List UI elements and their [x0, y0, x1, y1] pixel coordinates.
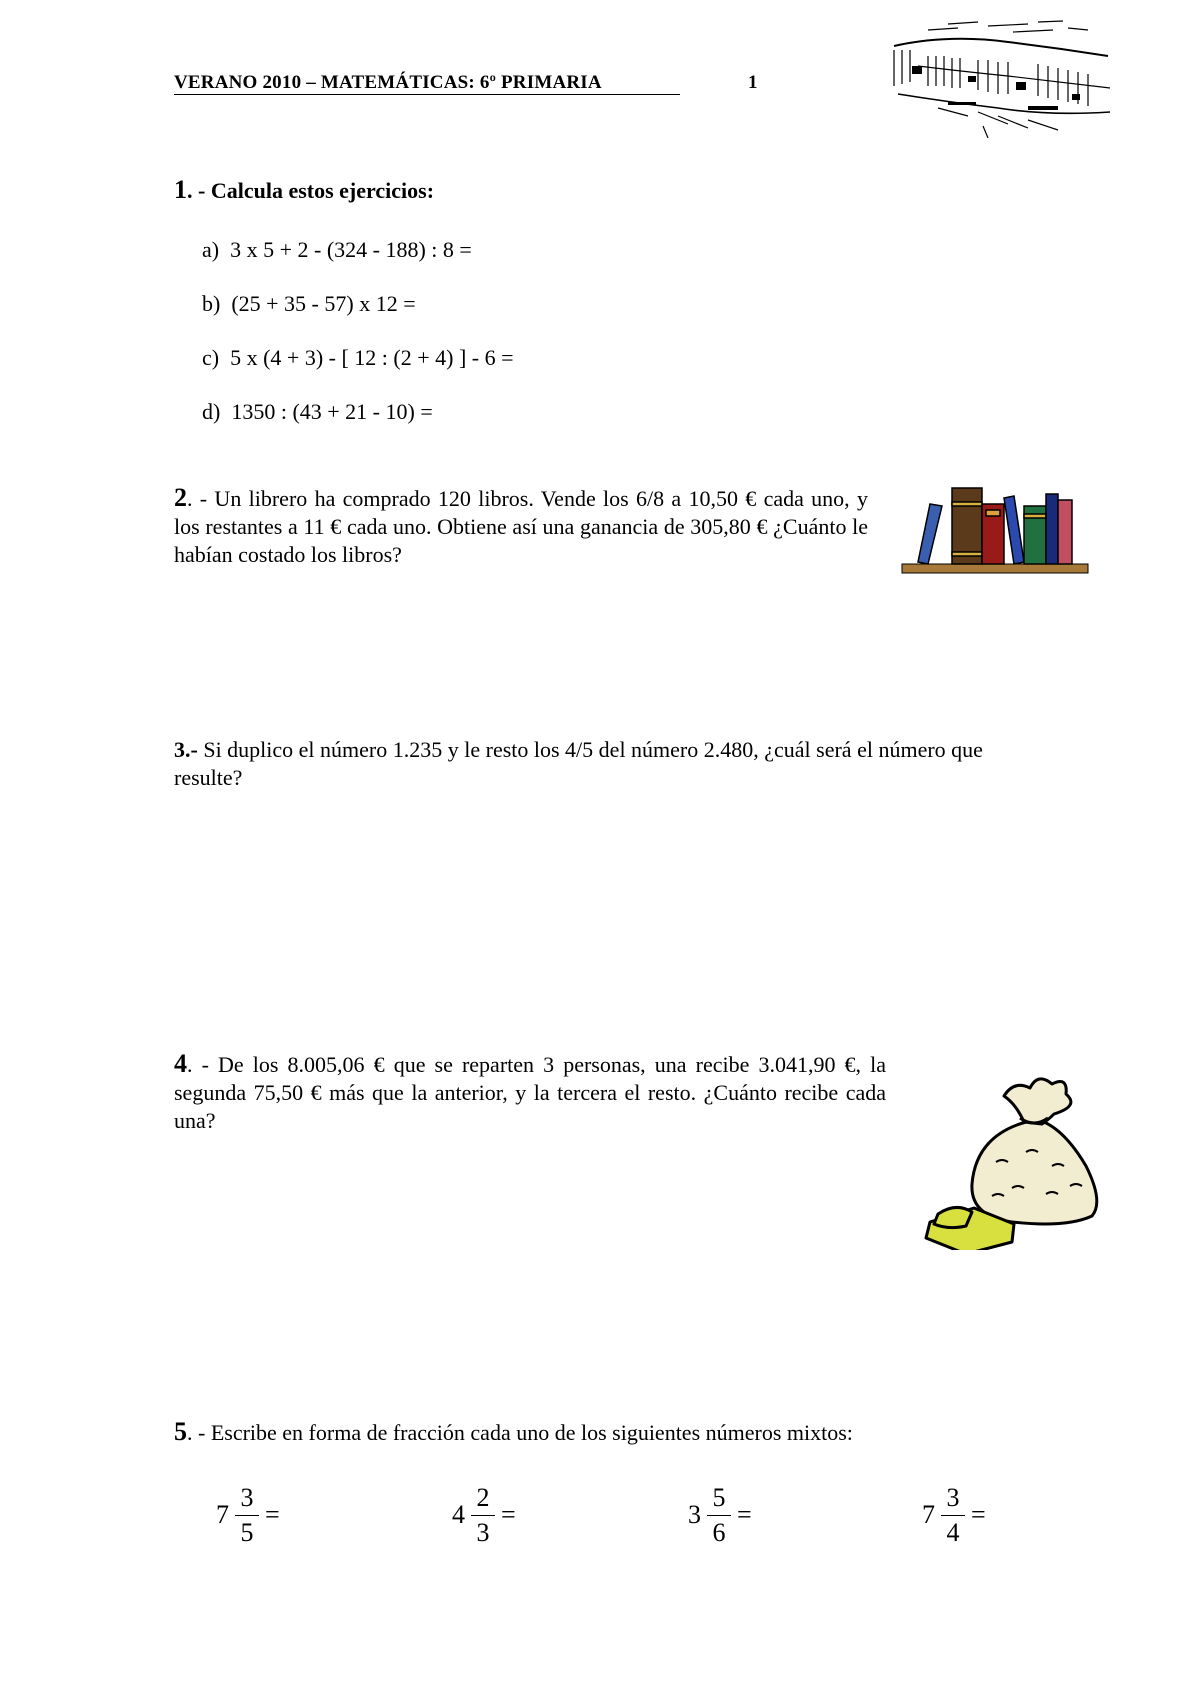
exercise-2-text: . - Un librero ha comprado 120 libros. Vende los 6/8 a 10,50 € cada uno, y los restantes a 11 € cada uno. Obtiene así una ganancia de 305,80 € ¿Cuánto le habían costado los libros?	[174, 486, 868, 567]
exercise-3-text: Si duplico el número 1.235 y le resto los 4/5 del número 2.480, ¿cuál será el número que resulte?	[174, 737, 983, 790]
books-on-shelf-icon	[900, 484, 1090, 576]
mixed-number-3: 3 $\frac{5}{6}$ =	[688, 1482, 752, 1547]
exercise-1-instruction: . - Calcula estos ejercicios:	[187, 178, 435, 203]
exercise-1-number: 1	[174, 175, 187, 204]
mixed-number-4: 7 $\frac{3}{4}$ =	[922, 1482, 986, 1547]
worksheet-title: VERANO 2010 – MATEMÁTICAS: 6º PRIMARIA	[174, 72, 680, 95]
exercise-2-number: 2	[174, 483, 187, 512]
page-number: 1	[748, 72, 758, 93]
exercise-5-instruction: . - Escribe en forma de fracción cada uno de los siguientes números mixtos:	[187, 1420, 853, 1445]
school-building-sketch-icon	[888, 16, 1116, 138]
exercise-1-expression: (25 + 35 - 57) x 12 =	[231, 291, 416, 316]
exercise-5-number: 5	[174, 1417, 187, 1446]
exercise-4	[174, 1050, 886, 1135]
fraction: $\frac{2}{3}$	[471, 1484, 495, 1547]
exercise-4-text: . - De los 8.005,06 € que se reparten 3 personas, una recibe 3.041,90 €, la segunda 75,50 € más que la anterior, y la tercera el resto. ¿Cuánto recibe cada una?	[174, 1052, 886, 1133]
exercise-2	[174, 484, 868, 569]
exercise-3-number: 3.-	[174, 737, 198, 762]
exercise-5-heading	[174, 1418, 1074, 1447]
exercise-1-item-c: c) 5 x (4 + 3) - [ 12 : (2 + 4) ] - 6 =	[202, 345, 514, 370]
exercise-1-item-d: d) 1350 : (43 + 21 - 10) =	[202, 399, 433, 424]
exercise-1-item-a: a) 3 x 5 + 2 - (324 - 188) : 8 =	[202, 237, 472, 262]
mixed-number-2: 4 $\frac{2}{3}$ =	[452, 1482, 516, 1547]
exercise-1-item-b: b) (25 + 35 - 57) x 12 =	[202, 291, 416, 316]
exercise-1-expression: 1350 : (43 + 21 - 10) =	[231, 399, 433, 424]
exercise-1-heading	[174, 176, 434, 205]
exercise-3	[174, 736, 1054, 792]
exercise-1-expression: 5 x (4 + 3) - [ 12 : (2 + 4) ] - 6 =	[230, 345, 514, 370]
fraction: $\frac{3}{5}$	[235, 1484, 259, 1547]
mixed-number-1: 7 $\frac{3}{5}$ =	[216, 1482, 280, 1547]
money-bag-icon	[916, 1066, 1100, 1250]
exercise-4-number: 4	[174, 1049, 187, 1078]
fraction: $\frac{5}{6}$	[707, 1484, 731, 1547]
exercise-1-expression: 3 x 5 + 2 - (324 - 188) : 8 =	[230, 237, 472, 262]
fraction: $\frac{3}{4}$	[941, 1484, 965, 1547]
